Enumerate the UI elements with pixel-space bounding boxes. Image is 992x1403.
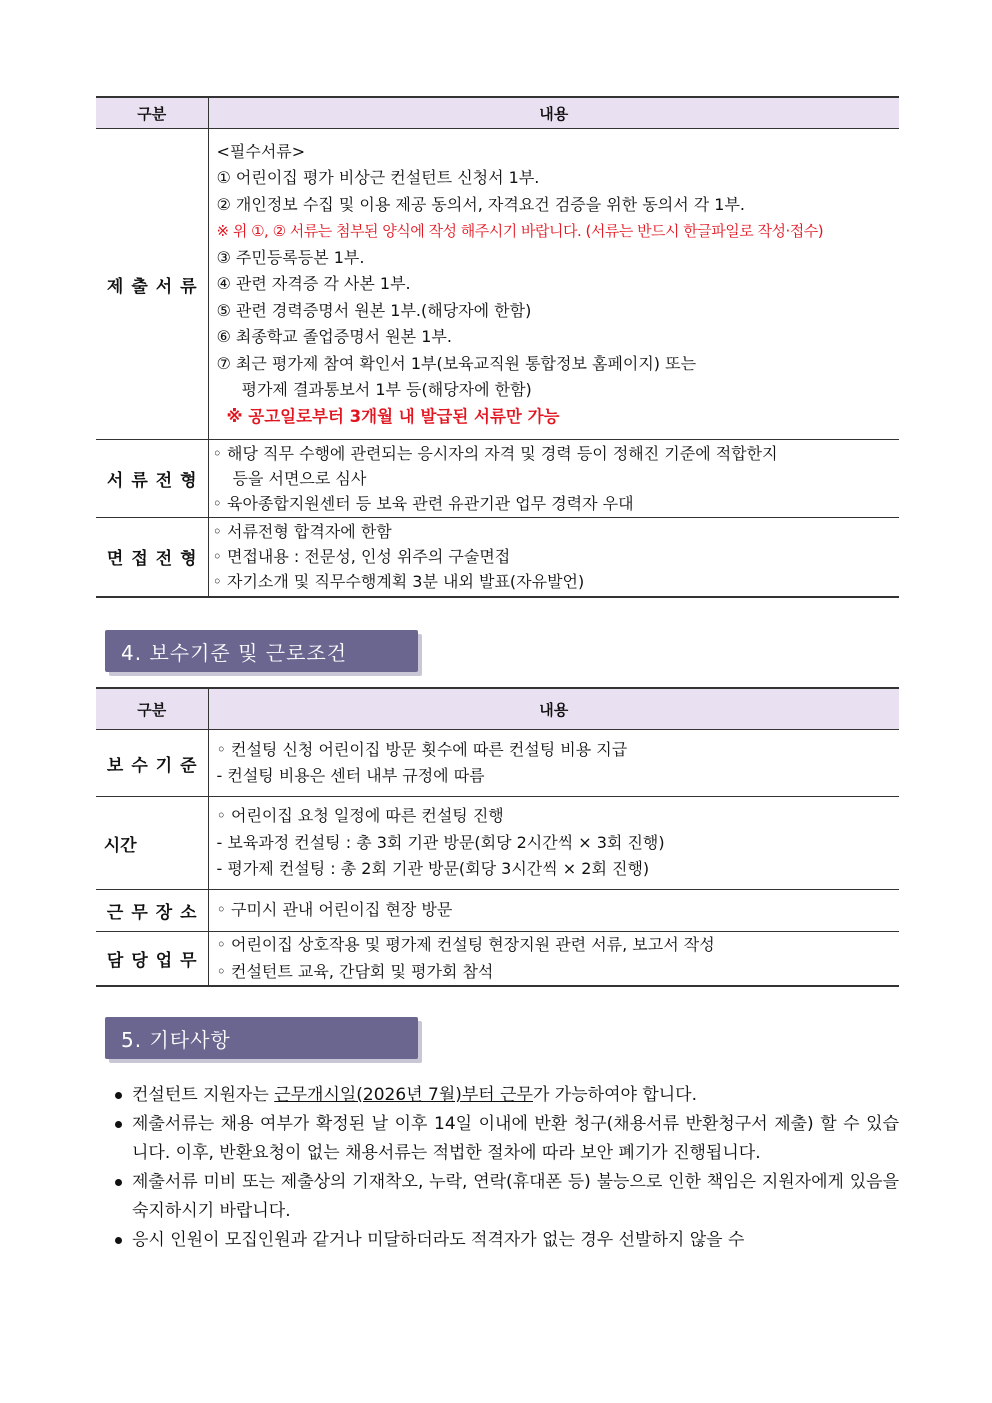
note-item: 제출서류 미비 또는 제출상의 기재착오, 누락, 연락(휴대폰 등) 불능으로 인한 책임은 지원자에게 있음을 숙지하시기 바랍니다. <box>112 1168 899 1226</box>
row-document-screening <box>96 440 899 518</box>
time-line-2: - 보육과정 컨설팅 : 총 3회 기관 방문(회당 2시간씩 × 3회 진행) <box>216 832 665 852</box>
duties-line-1: ◦ 어린이집 상호작용 및 평가제 컨설팅 현장지원 관련 서류, 보고서 작성 <box>216 935 715 954</box>
header-content: 내용 <box>208 688 899 730</box>
doc-item-6: ⑥ 최종학교 졸업증명서 원본 1부. <box>216 327 452 347</box>
label-time: 시간 <box>103 835 137 856</box>
note-item: 응시 인원이 모집인원과 같거나 미달하더라도 적격자가 없는 경우 선발하지 않을 수 <box>112 1226 899 1255</box>
screening-line-3: ◦ 육아종합지원센터 등 보육 관련 유관기관 업무 경력자 우대 <box>212 494 634 513</box>
row-duties <box>96 932 899 987</box>
doc-item-1: ① 어린이집 평가 비상근 컨설턴트 신청서 1부. <box>216 168 540 188</box>
header-category: 구분 <box>96 97 208 129</box>
other-notes-list <box>112 1081 899 1255</box>
label-workplace: 근무장소 <box>106 903 205 923</box>
doc-item-4: ④ 관련 자격증 각 사본 1부. <box>216 274 411 294</box>
row-submission <box>96 129 899 440</box>
interview-line-2: ◦ 면접내용 : 전문성, 인성 위주의 구술면접 <box>212 547 511 567</box>
section-5-heading: 5. 기타사항 <box>105 1017 418 1059</box>
screening-line-2: 등을 서면으로 심사 <box>232 469 367 488</box>
row-time <box>96 797 899 890</box>
time-line-1: ◦ 어린이집 요청 일정에 따른 컨설팅 진행 <box>216 806 504 826</box>
screening-line-1: ◦ 해당 직무 수행에 관련되는 응시자의 자격 및 경력 등이 정해진 기준에 적합한지 <box>212 444 778 463</box>
label-duties: 담당업무 <box>106 951 205 971</box>
header-content: 내용 <box>208 97 899 129</box>
row-pay-standard <box>96 730 899 797</box>
note-1-underlined: 근무개시일(2026년 7월)부터 근무 <box>274 1085 533 1105</box>
issue-date-warning: ※ 공고일로부터 3개월 내 발급된 서류만 가능 <box>226 406 560 426</box>
duties-line-2: ◦ 컨설턴트 교육, 간담회 및 평가회 참석 <box>216 961 494 981</box>
interview-line-1: ◦ 서류전형 합격자에 한함 <box>212 522 392 542</box>
form-note: ※ 위 ①, ② 서류는 첨부된 양식에 작성 해주시기 바랍니다. (서류는 반드시 한글파일로 작성·접수) <box>216 222 824 241</box>
doc-item-2: ② 개인정보 수집 및 이용 제공 동의서, 자격요건 검증을 위한 동의서 각 1부. <box>216 194 745 214</box>
compensation-table <box>96 687 899 987</box>
header-category: 구분 <box>96 688 208 730</box>
time-line-3: - 평가제 컨설팅 : 총 2회 기관 방문(회당 3시간씩 × 2회 진행) <box>216 859 650 879</box>
row-interview <box>96 518 899 597</box>
interview-line-3: ◦ 자기소개 및 직무수행계획 3분 내외 발표(자유발언) <box>212 572 585 592</box>
note-1-text: 컨설턴트 지원자는 <box>132 1085 275 1105</box>
pay-line-2: - 컨설팅 비용은 센터 내부 규정에 따름 <box>216 766 485 785</box>
label-interview: 면접전형 <box>106 549 205 570</box>
required-docs-title: <필수서류> <box>216 141 306 161</box>
doc-item-7-cont: 평가제 결과통보서 1부 등(해당자에 한함) <box>241 380 532 400</box>
note-item <box>112 1081 899 1110</box>
label-pay-standard: 보수기준 <box>106 755 205 776</box>
doc-item-5: ⑤ 관련 경력증명서 원본 1부.(해당자에 한함) <box>216 300 532 320</box>
note-1-text-end: 가 가능하여야 합니다. <box>532 1085 697 1105</box>
workplace-line-1: ◦ 구미시 관내 어린이집 현장 방문 <box>216 900 453 920</box>
note-item: 제출서류는 채용 여부가 확정된 날 이후 14일 이내에 반환 청구(채용서류 반환청구서 제출) 할 수 있습니다. 이후, 반환요청이 없는 채용서류는 적법한 절차에 따라 보안 폐기가 진행됩니다. <box>112 1110 899 1168</box>
doc-item-7: ⑦ 최근 평가제 참여 확인서 1부(보육교직원 통합정보 홈페이지) 또는 <box>216 353 697 373</box>
application-table <box>96 96 899 598</box>
section-4-heading: 4. 보수기준 및 근로조건 <box>105 630 418 672</box>
label-submission-docs: 제출서류 <box>106 276 205 297</box>
row-workplace <box>96 890 899 932</box>
doc-item-3: ③ 주민등록등본 1부. <box>216 247 365 267</box>
pay-line-1: ◦ 컨설팅 신청 어린이집 방문 횟수에 따른 컨설팅 비용 지급 <box>216 739 628 759</box>
label-document-screening: 서류전형 <box>106 471 205 491</box>
